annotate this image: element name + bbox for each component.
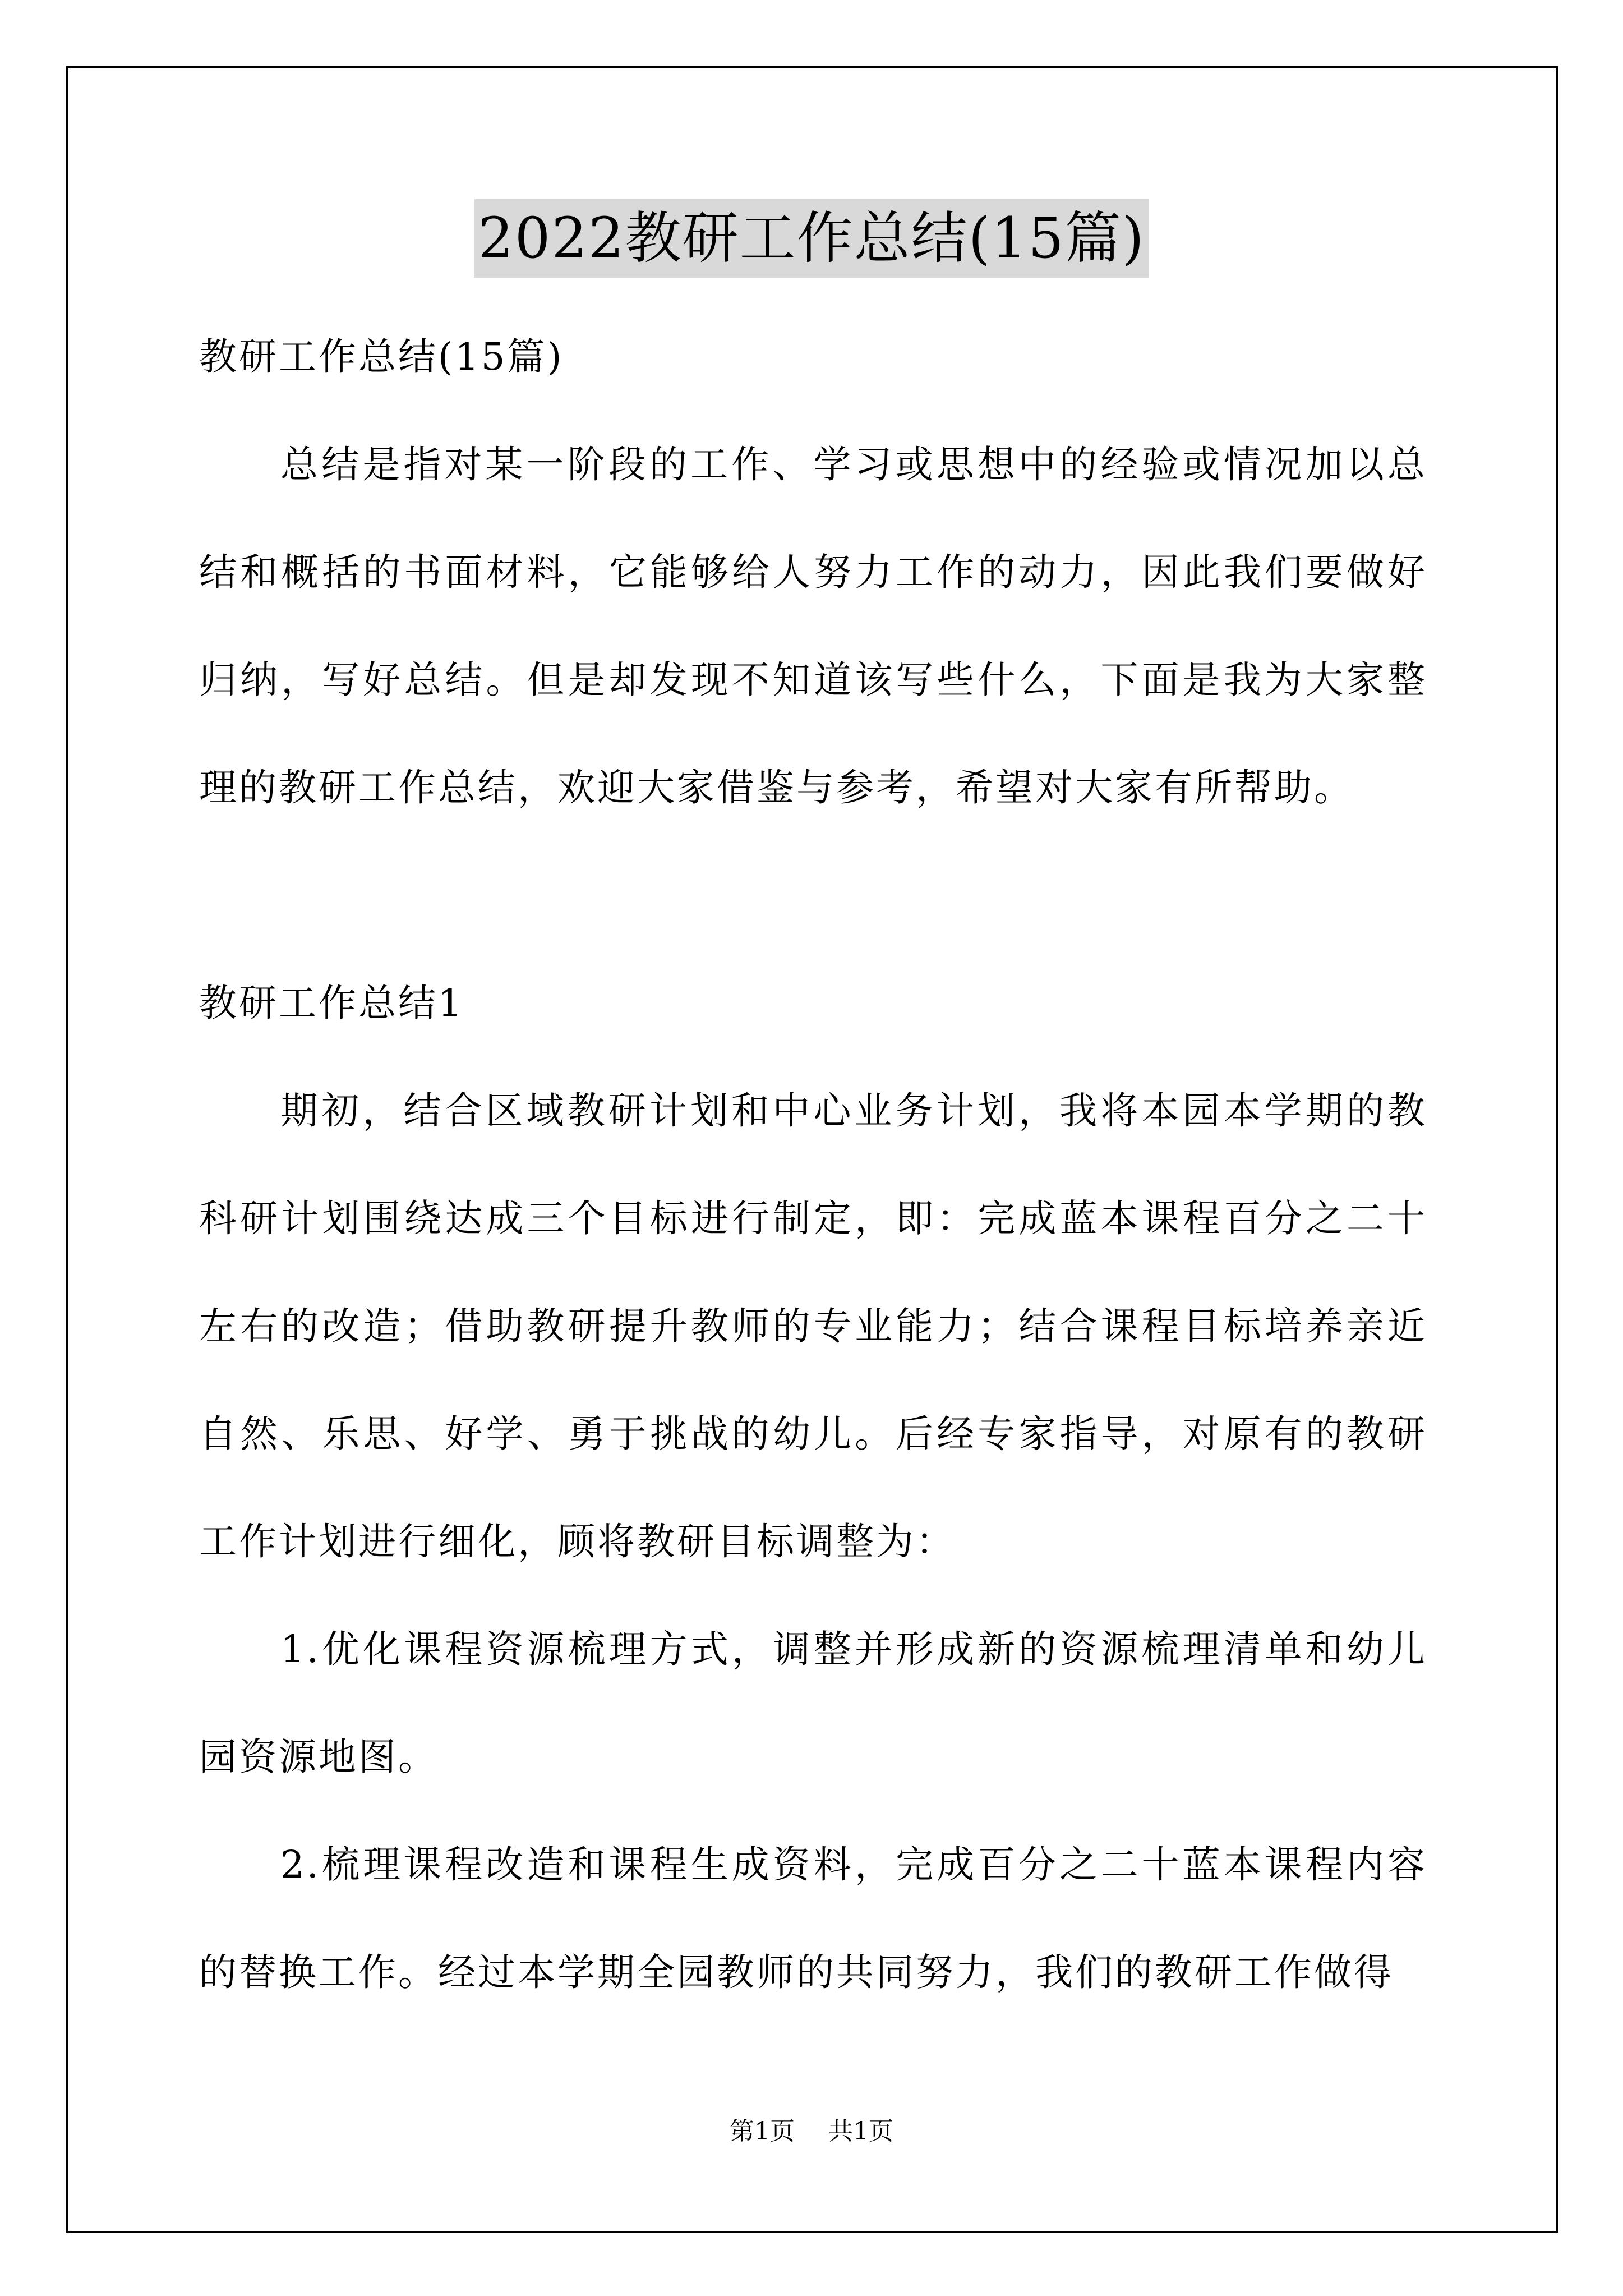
list-item: 2.梳理课程改造和课程生成资料，完成百分之二十蓝本课程内容的替换工作。经过本学期全园教师的共同努力，我们的教研工作做得 <box>199 1843 1427 1994</box>
list-item: 1.优化课程资源梳理方式，调整并形成新的资源梳理清单和幼儿园资源地图。 <box>199 1627 1427 1779</box>
document-title: 2022教研工作总结(15篇) <box>474 199 1149 278</box>
intro-paragraph: 总结是指对某一阶段的工作、学习或思想中的经验或情况加以总结和概括的书面材料，它能够给人努力工作的动力，因此我们要做好归纳，写好总结。但是却发现不知道该写些什么，下面是我为大家整理的教研工作总结，欢迎大家借鉴与参考，希望对大家有所帮助。 <box>199 443 1427 809</box>
title-container <box>0 199 1623 278</box>
document-body <box>199 303 1427 2026</box>
section-heading: 教研工作总结1 <box>199 981 464 1025</box>
body-paragraph: 期初，结合区域教研计划和中心业务计划，我将本园本学期的教科研计划围绕达成三个目标进行制定，即：完成蓝本课程百分之二十左右的改造；借助教研提升教师的专业能力；结合课程目标培养亲近自然、乐思、好学、勇于挑战的幼儿。后经专家指导，对原有的教研工作计划进行细化，顾将教研目标调整为： <box>199 1089 1427 1563</box>
page-total: 共1页 <box>828 2117 893 2146</box>
page-footer <box>0 2115 1623 2148</box>
page-number: 第1页 <box>730 2117 795 2146</box>
subtitle: 教研工作总结(15篇) <box>199 335 564 379</box>
